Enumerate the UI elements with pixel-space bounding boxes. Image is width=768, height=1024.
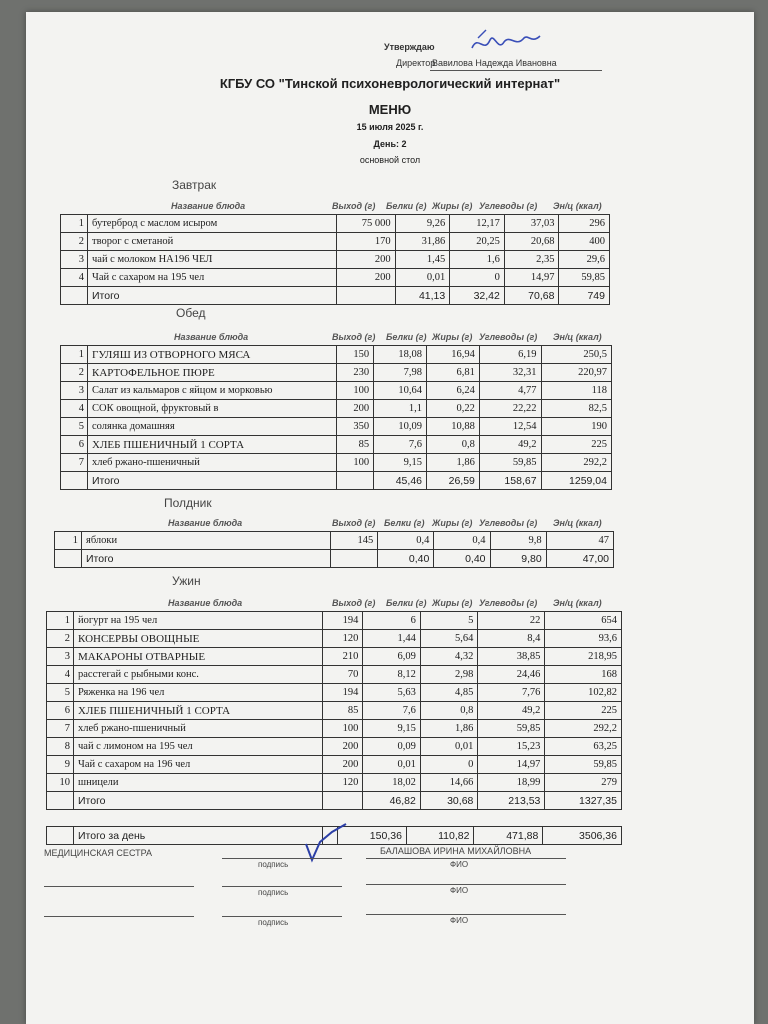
col-protein: Белки (г)	[386, 598, 427, 608]
total-fat: 30,68	[420, 792, 478, 810]
dish-fat: 2,98	[420, 666, 478, 684]
dinner-table	[46, 611, 622, 810]
day-total-protein: 150,36	[338, 827, 407, 845]
dish-protein: 7,6	[374, 436, 427, 454]
dish-name: Ряженка на 196 чел	[74, 684, 323, 702]
dish-fat: 0,22	[427, 400, 480, 418]
col-energy: Эн/ц (ккал)	[553, 201, 602, 211]
total-fat: 26,59	[427, 472, 480, 490]
dish-yield: 120	[323, 630, 363, 648]
total-row	[61, 472, 612, 490]
dish-energy: 29,6	[559, 251, 610, 269]
dish-name: йогурт на 195 чел	[74, 612, 323, 630]
total-label: Итого	[88, 287, 337, 305]
row-index: 6	[47, 702, 74, 720]
org-title: КГБУ СО "Тинской психоневрологический интернат"	[219, 76, 561, 91]
dish-fat: 4,32	[420, 648, 478, 666]
lunch-title: Обед	[176, 306, 206, 320]
row-index: 2	[61, 364, 88, 382]
col-yield: Выход (г)	[332, 201, 376, 211]
dish-fat: 0	[420, 756, 478, 774]
dish-energy: 102,82	[545, 684, 622, 702]
dish-energy: 654	[545, 612, 622, 630]
total-label: Итого	[82, 550, 331, 568]
dish-carbs: 32,31	[479, 364, 541, 382]
dish-protein: 5,63	[363, 684, 421, 702]
total-fat: 0,40	[434, 550, 490, 568]
col-energy: Эн/ц (ккал)	[553, 598, 602, 608]
col-fat: Жиры (г)	[432, 201, 473, 211]
row-index	[61, 287, 88, 305]
dish-energy: 220,97	[541, 364, 611, 382]
dish-fat: 5,64	[420, 630, 478, 648]
table-row	[47, 756, 622, 774]
dish-energy: 168	[545, 666, 622, 684]
dish-energy: 296	[559, 215, 610, 233]
sign-line-3	[222, 916, 342, 917]
col-yield: Выход (г)	[332, 518, 376, 528]
breakfast-title: Завтрак	[172, 178, 217, 192]
dish-energy: 400	[559, 233, 610, 251]
dish-carbs: 38,85	[478, 648, 545, 666]
table-row	[61, 269, 610, 287]
role-line-3	[44, 916, 194, 917]
col-carbs: Углеводы (г)	[479, 332, 538, 342]
row-index: 3	[61, 382, 88, 400]
director-signature	[466, 26, 546, 60]
total-energy: 1327,35	[545, 792, 622, 810]
dish-yield: 230	[337, 364, 374, 382]
dish-fat: 16,94	[427, 346, 480, 364]
total-row	[47, 792, 622, 810]
table-row	[47, 648, 622, 666]
dish-yield: 120	[323, 774, 363, 792]
menu-sheet	[26, 12, 754, 1024]
dish-energy: 59,85	[559, 269, 610, 287]
total-row	[61, 287, 610, 305]
total-protein: 46,82	[363, 792, 421, 810]
total-energy: 749	[559, 287, 610, 305]
dish-yield: 200	[337, 400, 374, 418]
total-yield	[337, 287, 396, 305]
dish-energy: 190	[541, 418, 611, 436]
dish-protein: 18,08	[374, 346, 427, 364]
dish-protein: 0,4	[378, 532, 434, 550]
table-row	[61, 346, 612, 364]
dish-energy: 118	[541, 382, 611, 400]
dish-protein: 0,09	[363, 738, 421, 756]
row-index: 2	[47, 630, 74, 648]
row-index: 1	[61, 346, 88, 364]
dish-carbs: 4,77	[479, 382, 541, 400]
row-index: 7	[47, 720, 74, 738]
row-index: 10	[47, 774, 74, 792]
table-row	[47, 774, 622, 792]
dish-carbs: 7,76	[478, 684, 545, 702]
total-yield	[331, 550, 378, 568]
dish-yield: 170	[337, 233, 396, 251]
col-name: Название блюда	[168, 518, 243, 528]
dish-carbs: 49,2	[478, 702, 545, 720]
dish-protein: 10,09	[374, 418, 427, 436]
dish-energy: 279	[545, 774, 622, 792]
dish-carbs: 22,22	[479, 400, 541, 418]
table-row	[47, 666, 622, 684]
dish-name: ГУЛЯШ ИЗ ОТВОРНОГО МЯСА	[88, 346, 337, 364]
table-row	[47, 630, 622, 648]
director-name: Вавилова Надежда Ивановна	[432, 58, 557, 68]
dish-yield: 350	[337, 418, 374, 436]
dish-name: яблоки	[82, 532, 331, 550]
dish-yield: 100	[323, 720, 363, 738]
dish-fat: 4,85	[420, 684, 478, 702]
table-row	[61, 400, 612, 418]
dish-fat: 10,88	[427, 418, 480, 436]
table-row	[61, 233, 610, 251]
sign-label-1: подпись	[258, 860, 289, 869]
dish-carbs: 22	[478, 612, 545, 630]
col-fat: Жиры (г)	[432, 332, 473, 342]
col-protein: Белки (г)	[386, 332, 427, 342]
col-yield: Выход (г)	[332, 332, 376, 342]
dish-yield: 75 000	[337, 215, 396, 233]
table-type: основной стол	[359, 155, 421, 165]
table-row	[61, 215, 610, 233]
total-row	[55, 550, 614, 568]
dish-energy: 59,85	[545, 756, 622, 774]
dish-name: КАРТОФЕЛЬНОЕ ПЮРЕ	[88, 364, 337, 382]
row-index: 4	[47, 666, 74, 684]
col-carbs: Углеводы (г)	[479, 598, 538, 608]
total-energy: 1259,04	[541, 472, 611, 490]
table-row	[61, 382, 612, 400]
dish-yield: 200	[323, 738, 363, 756]
row-index	[55, 550, 82, 568]
fio-line-3	[366, 914, 566, 915]
dish-yield: 194	[323, 612, 363, 630]
dish-yield: 194	[323, 684, 363, 702]
fio-label-1: ФИО	[450, 860, 469, 869]
total-energy: 47,00	[546, 550, 613, 568]
director-line	[430, 70, 602, 71]
total-carbs: 70,68	[504, 287, 559, 305]
dish-yield: 200	[337, 251, 396, 269]
row-index: 6	[61, 436, 88, 454]
dish-fat: 0	[450, 269, 505, 287]
row-index: 5	[61, 418, 88, 436]
dish-name: чай с молоком НА196 ЧЕЛ	[88, 251, 337, 269]
total-yield	[337, 472, 374, 490]
dish-fat: 0,8	[420, 702, 478, 720]
row-index	[47, 827, 74, 845]
dish-carbs: 49,2	[479, 436, 541, 454]
table-row	[61, 436, 612, 454]
table-row	[61, 364, 612, 382]
total-carbs: 213,53	[478, 792, 545, 810]
snack-table	[54, 531, 614, 568]
fio-label-3: ФИО	[450, 916, 469, 925]
dish-protein: 6,09	[363, 648, 421, 666]
dish-carbs: 18,99	[478, 774, 545, 792]
table-row	[47, 702, 622, 720]
dish-protein: 1,45	[395, 251, 450, 269]
dish-fat: 0,4	[434, 532, 490, 550]
sign-line-2	[222, 886, 342, 887]
col-protein: Белки (г)	[384, 518, 425, 528]
sign-line-1	[222, 858, 342, 859]
dish-carbs: 9,8	[490, 532, 546, 550]
col-carbs: Углеводы (г)	[479, 201, 538, 211]
day-total-energy: 3506,36	[543, 827, 622, 845]
dish-name: МАКАРОНЫ ОТВАРНЫЕ	[74, 648, 323, 666]
dish-energy: 63,25	[545, 738, 622, 756]
dish-protein: 7,6	[363, 702, 421, 720]
dish-protein: 0,01	[363, 756, 421, 774]
dish-fat: 1,6	[450, 251, 505, 269]
dish-fat: 0,8	[427, 436, 480, 454]
dish-name: хлеб ржано-пшеничный	[74, 720, 323, 738]
col-fat: Жиры (г)	[432, 518, 473, 528]
dish-protein: 9,26	[395, 215, 450, 233]
total-fat: 32,42	[450, 287, 505, 305]
dish-protein: 6	[363, 612, 421, 630]
total-carbs: 9,80	[490, 550, 546, 568]
dish-yield: 100	[337, 382, 374, 400]
dish-yield: 210	[323, 648, 363, 666]
dish-energy: 250,5	[541, 346, 611, 364]
page-title: МЕНЮ	[368, 102, 412, 117]
table-row	[61, 418, 612, 436]
day-total-fat: 110,82	[406, 827, 474, 845]
dish-carbs: 14,97	[478, 756, 545, 774]
row-index: 3	[47, 648, 74, 666]
dish-name: бутерброд с маслом исыром	[88, 215, 337, 233]
day-total-carbs: 471,88	[474, 827, 543, 845]
fio-label-2: ФИО	[450, 886, 469, 895]
col-name: Название блюда	[168, 598, 243, 608]
total-label: Итого	[88, 472, 337, 490]
dish-fat: 5	[420, 612, 478, 630]
table-row	[47, 720, 622, 738]
dish-fat: 14,66	[420, 774, 478, 792]
dish-protein: 7,98	[374, 364, 427, 382]
dish-name: Чай с сахаром на 196 чел	[74, 756, 323, 774]
dish-carbs: 12,54	[479, 418, 541, 436]
dish-carbs: 59,85	[478, 720, 545, 738]
nurse-label: МЕДИЦИНСКАЯ СЕСТРА	[44, 848, 153, 858]
dish-protein: 8,12	[363, 666, 421, 684]
col-protein: Белки (г)	[386, 201, 427, 211]
row-index: 8	[47, 738, 74, 756]
dish-yield: 200	[323, 756, 363, 774]
row-index	[47, 792, 74, 810]
dish-energy: 218,95	[545, 648, 622, 666]
dish-name: СОК овощной, фруктовый в	[88, 400, 337, 418]
dish-protein: 18,02	[363, 774, 421, 792]
total-yield	[323, 792, 363, 810]
dish-energy: 82,5	[541, 400, 611, 418]
dish-yield: 150	[337, 346, 374, 364]
col-name: Название блюда	[174, 332, 249, 342]
table-row	[47, 612, 622, 630]
dish-fat: 1,86	[427, 454, 480, 472]
total-protein: 45,46	[374, 472, 427, 490]
dish-protein: 31,86	[395, 233, 450, 251]
dish-protein: 0,01	[395, 269, 450, 287]
row-index: 3	[61, 251, 88, 269]
dish-carbs: 24,46	[478, 666, 545, 684]
menu-date: 15 июля 2025 г.	[356, 122, 424, 132]
table-row	[55, 532, 614, 550]
dish-yield: 145	[331, 532, 378, 550]
fio-line-2	[366, 884, 566, 885]
col-carbs: Углеводы (г)	[479, 518, 538, 528]
dish-name: ХЛЕБ ПШЕНИЧНЫЙ 1 СОРТА	[88, 436, 337, 454]
table-row	[47, 684, 622, 702]
role-line-2	[44, 886, 194, 887]
dish-protein: 1,44	[363, 630, 421, 648]
table-row	[61, 454, 612, 472]
col-name: Название блюда	[171, 201, 246, 211]
row-index	[61, 472, 88, 490]
day-total-label: Итого за день	[74, 827, 323, 845]
dish-carbs: 6,19	[479, 346, 541, 364]
total-carbs: 158,67	[479, 472, 541, 490]
dish-yield: 100	[337, 454, 374, 472]
dish-fat: 1,86	[420, 720, 478, 738]
row-index: 1	[47, 612, 74, 630]
dish-name: шницели	[74, 774, 323, 792]
col-fat: Жиры (г)	[432, 598, 473, 608]
dish-yield: 70	[323, 666, 363, 684]
lunch-table	[60, 345, 612, 490]
dish-name: Чай с сахаром на 195 чел	[88, 269, 337, 287]
dish-carbs: 37,03	[504, 215, 559, 233]
dish-fat: 0,01	[420, 738, 478, 756]
dish-fat: 20,25	[450, 233, 505, 251]
dish-protein: 10,64	[374, 382, 427, 400]
col-energy: Эн/ц (ккал)	[553, 332, 602, 342]
dish-fat: 12,17	[450, 215, 505, 233]
dish-name: творог с сметаной	[88, 233, 337, 251]
total-protein: 0,40	[378, 550, 434, 568]
sign-label-3: подпись	[258, 918, 289, 927]
table-row	[47, 738, 622, 756]
row-index: 2	[61, 233, 88, 251]
breakfast-table	[60, 214, 610, 305]
dish-yield: 85	[337, 436, 374, 454]
row-index: 4	[61, 400, 88, 418]
dish-fat: 6,81	[427, 364, 480, 382]
col-energy: Эн/ц (ккал)	[553, 518, 602, 528]
dish-energy: 225	[545, 702, 622, 720]
dish-name: Салат из кальмаров с яйцом и морковью	[88, 382, 337, 400]
dish-name: хлеб ржано-пшеничный	[88, 454, 337, 472]
row-index: 5	[47, 684, 74, 702]
dish-energy: 93,6	[545, 630, 622, 648]
dish-carbs: 2,35	[504, 251, 559, 269]
dish-protein: 9,15	[363, 720, 421, 738]
dish-protein: 9,15	[374, 454, 427, 472]
menu-day: День: 2	[373, 139, 407, 149]
dish-yield: 85	[323, 702, 363, 720]
total-protein: 41,13	[395, 287, 450, 305]
dish-fat: 6,24	[427, 382, 480, 400]
dish-carbs: 14,97	[504, 269, 559, 287]
dish-energy: 225	[541, 436, 611, 454]
dish-yield: 200	[337, 269, 396, 287]
row-index: 1	[61, 215, 88, 233]
dish-name: КОНСЕРВЫ ОВОЩНЫЕ	[74, 630, 323, 648]
nurse-name: БАЛАШОВА ИРИНА МИХАЙЛОВНА	[380, 846, 532, 856]
row-index: 9	[47, 756, 74, 774]
dish-name: солянка домашняя	[88, 418, 337, 436]
fio-line-1	[366, 858, 566, 859]
sign-label-2: подпись	[258, 888, 289, 897]
dish-carbs: 59,85	[479, 454, 541, 472]
dish-name: чай с лимоном на 195 чел	[74, 738, 323, 756]
dish-carbs: 15,23	[478, 738, 545, 756]
row-index: 4	[61, 269, 88, 287]
director-label: Директор	[396, 58, 436, 68]
dish-energy: 292,2	[545, 720, 622, 738]
col-yield: Выход (г)	[332, 598, 376, 608]
row-index: 7	[61, 454, 88, 472]
dish-name: расстегай с рыбными конс.	[74, 666, 323, 684]
approve-label: Утверждаю	[384, 42, 435, 52]
table-row	[61, 251, 610, 269]
dish-carbs: 8,4	[478, 630, 545, 648]
dinner-title: Ужин	[172, 574, 201, 588]
snack-title: Полдник	[164, 496, 212, 510]
dish-protein: 1,1	[374, 400, 427, 418]
row-index: 1	[55, 532, 82, 550]
dish-energy: 47	[546, 532, 613, 550]
dish-carbs: 20,68	[504, 233, 559, 251]
dish-energy: 292,2	[541, 454, 611, 472]
dish-name: ХЛЕБ ПШЕНИЧНЫЙ 1 СОРТА	[74, 702, 323, 720]
total-label: Итого	[74, 792, 323, 810]
